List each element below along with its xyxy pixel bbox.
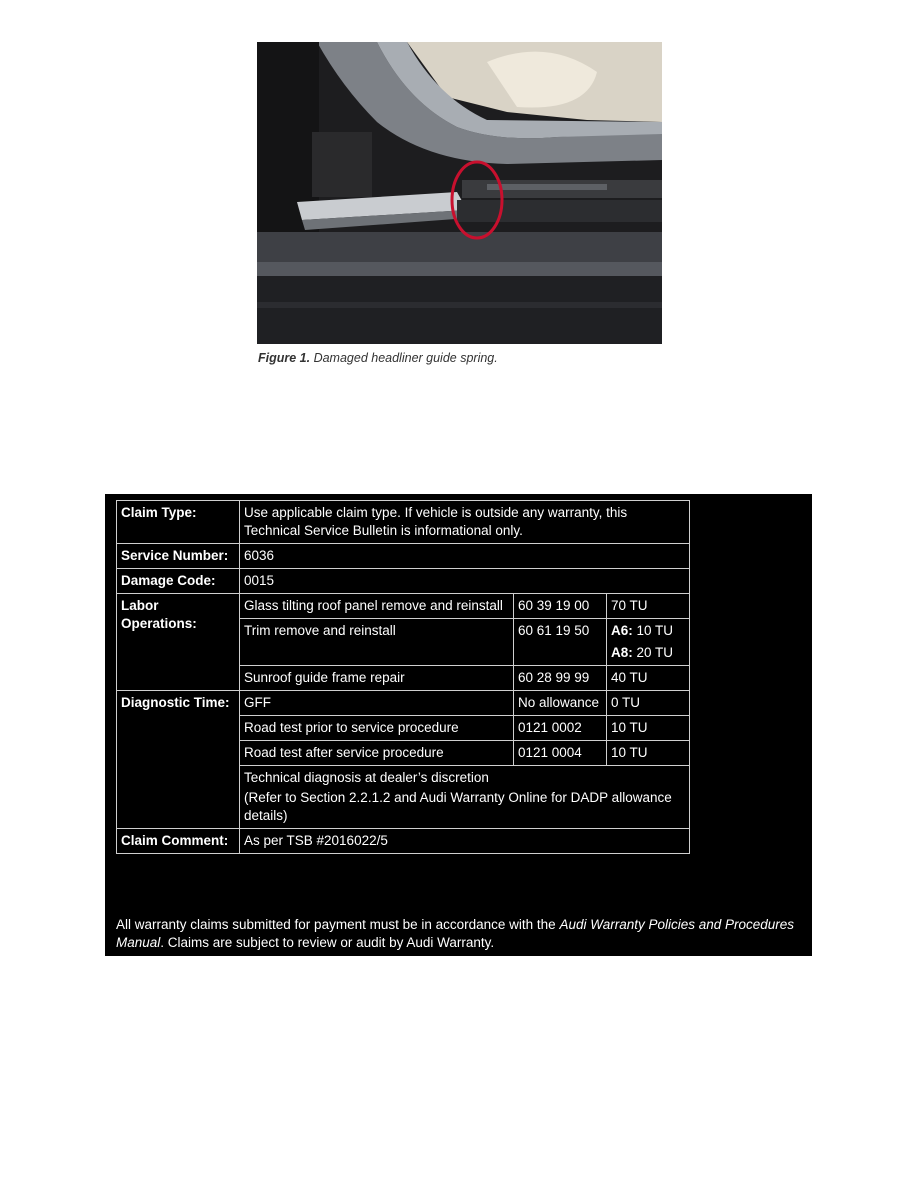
warranty-footer bbox=[116, 916, 806, 952]
figure-caption-text: Damaged headliner guide spring. bbox=[313, 351, 498, 365]
technical-diagnosis-note: (Refer to Section 2.2.1.2 and Audi Warranty Online for DADP allowance details) bbox=[244, 790, 672, 823]
labor-tu-a6 bbox=[611, 622, 685, 640]
table-row bbox=[117, 691, 690, 716]
diagnostic-desc: Road test after service procedure bbox=[240, 741, 514, 766]
table-row bbox=[117, 594, 690, 619]
table-row bbox=[117, 544, 690, 569]
footer-post: . Claims are subject to review or audit by Audi Warranty. bbox=[160, 935, 495, 950]
diagnostic-tu: 0 TU bbox=[607, 691, 690, 716]
table-row bbox=[117, 501, 690, 544]
claim-panel bbox=[105, 494, 812, 956]
claim-comment-value: As per TSB #2016022/5 bbox=[240, 829, 690, 854]
labor-code: 60 28 99 99 bbox=[514, 666, 607, 691]
diagnostic-tu: 10 TU bbox=[607, 716, 690, 741]
labor-code: 60 39 19 00 bbox=[514, 594, 607, 619]
labor-tu-a8 bbox=[611, 644, 685, 662]
service-number-label: Service Number: bbox=[117, 544, 240, 569]
claim-type-value: Use applicable claim type. If vehicle is outside any warranty, this Technical Service Bulletin is informational only. bbox=[240, 501, 690, 544]
model-tu: 20 TU bbox=[632, 645, 674, 660]
figure-photo bbox=[257, 42, 662, 344]
claim-type-label: Claim Type: bbox=[117, 501, 240, 544]
figure-caption bbox=[258, 351, 498, 365]
diagnostic-tu: 10 TU bbox=[607, 741, 690, 766]
labor-desc: Sunroof guide frame repair bbox=[240, 666, 514, 691]
labor-tu: 40 TU bbox=[607, 666, 690, 691]
model-label: A8: bbox=[611, 645, 633, 660]
damage-code-value: 0015 bbox=[240, 569, 690, 594]
claim-table bbox=[116, 500, 690, 854]
diagnostic-time-label: Diagnostic Time: bbox=[117, 691, 240, 829]
labor-desc: Glass tilting roof panel remove and reinstall bbox=[240, 594, 514, 619]
labor-code: 60 61 19 50 bbox=[514, 619, 607, 666]
service-number-value: 6036 bbox=[240, 544, 690, 569]
labor-operations-label: Labor Operations: bbox=[117, 594, 240, 691]
diagnostic-code: 0121 0002 bbox=[514, 716, 607, 741]
diagnostic-desc: Road test prior to service procedure bbox=[240, 716, 514, 741]
figure-caption-label: Figure 1. bbox=[258, 351, 311, 365]
table-row bbox=[117, 569, 690, 594]
table-row bbox=[117, 829, 690, 854]
claim-comment-label: Claim Comment: bbox=[117, 829, 240, 854]
diagnostic-code: 0121 0004 bbox=[514, 741, 607, 766]
diagnostic-code: No allowance bbox=[514, 691, 607, 716]
damage-code-label: Damage Code: bbox=[117, 569, 240, 594]
labor-tu: 70 TU bbox=[607, 594, 690, 619]
technical-diagnosis bbox=[240, 766, 690, 829]
diagnostic-desc: GFF bbox=[240, 691, 514, 716]
technical-diagnosis-text: Technical diagnosis at dealer’s discretion bbox=[244, 770, 489, 785]
labor-desc: Trim remove and reinstall bbox=[240, 619, 514, 666]
footer-pre: All warranty claims submitted for payment must be in accordance with the bbox=[116, 917, 560, 932]
footer-manual-title: Audi Warranty Policies and Procedures Manual bbox=[116, 917, 795, 950]
model-label: A6: bbox=[611, 623, 633, 638]
labor-tu-models bbox=[607, 619, 690, 666]
model-tu: 10 TU bbox=[632, 623, 674, 638]
